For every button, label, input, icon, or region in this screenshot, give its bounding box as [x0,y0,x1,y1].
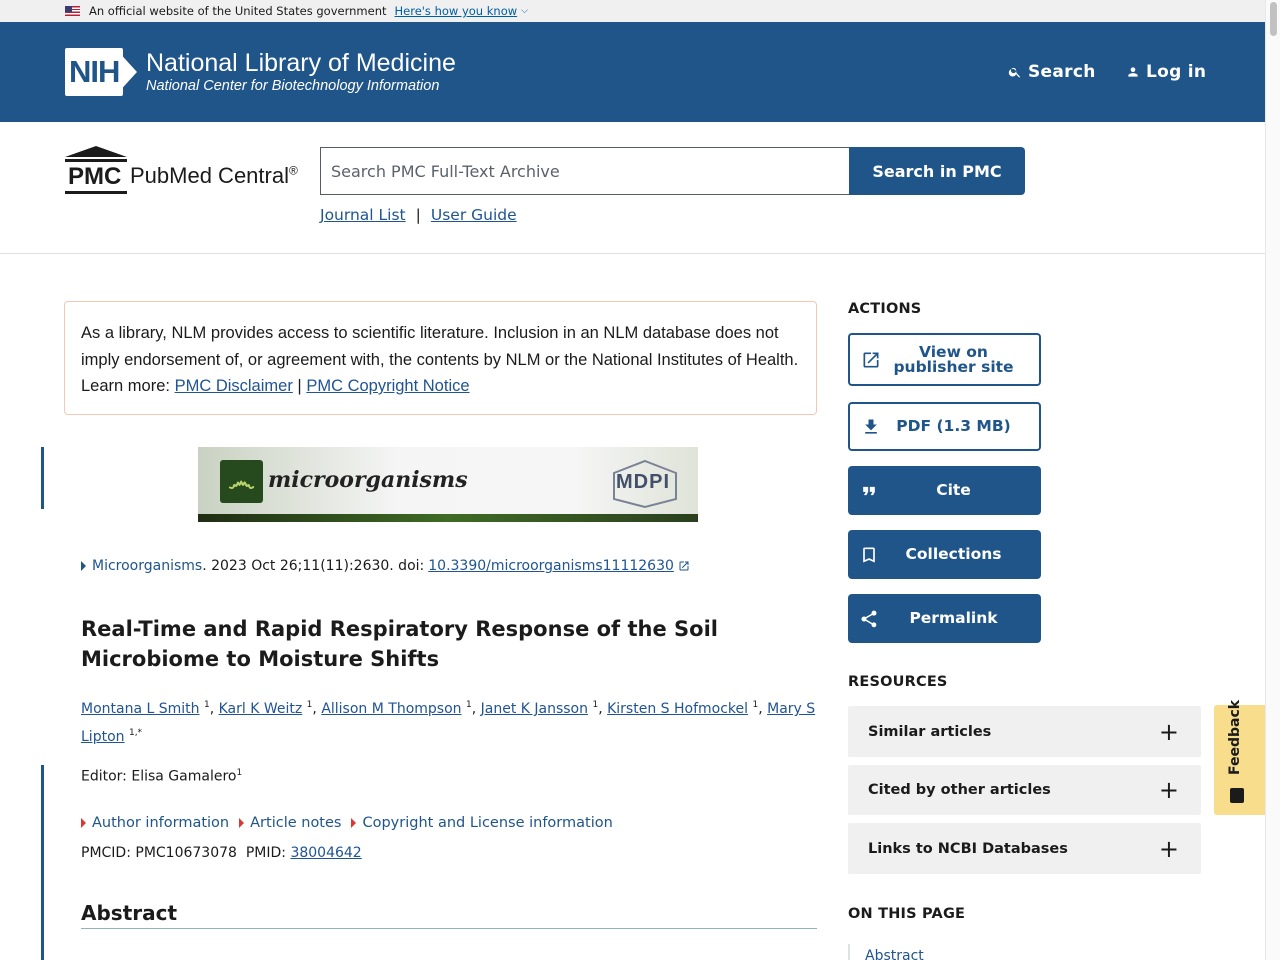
nih-header [0,22,1265,122]
search-icon [1008,65,1022,79]
article-ids [81,845,362,861]
header-search-button[interactable] [1008,62,1096,82]
on-this-page-abstract-link[interactable]: Abstract [865,948,924,960]
abstract-heading: Abstract [81,901,817,929]
scrollbar-thumb[interactable] [1270,2,1277,36]
article-title: Real-Time and Rapid Respiratory Response of the Soil Microbiome to Moisture Shifts [81,617,718,671]
permalink-label: Permalink [909,609,998,627]
collections-label: Collections [905,545,1002,563]
download-icon [861,417,881,437]
journal-name-toggle[interactable]: Microorganisms [92,558,203,574]
ncbi-links-label: Links to NCBI Databases [868,840,1068,857]
login-button[interactable] [1126,62,1206,82]
collections-button[interactable] [848,530,1041,579]
author-affiliation[interactable]: 1 [592,700,599,710]
learn-more-label: Learn more: [81,377,170,395]
cite-label: Cite [936,481,971,499]
nih-logo-text: NIH [69,54,120,89]
nih-logo[interactable] [65,48,138,96]
login-label: Log in [1146,62,1207,82]
pmc-logo-letters: PMC [68,163,122,190]
feedback-label: Feedback [1227,699,1243,775]
user-icon [1126,65,1140,79]
search-in-pmc-button[interactable]: Search in PMC [849,147,1025,195]
author-affiliation[interactable]: 1 [752,700,759,710]
editor-line: Editor: Elisa Gamalero$^1$ [81,768,243,785]
copyright-license-toggle[interactable]: Copyright and License information [351,815,612,831]
header-search-label: Search [1028,62,1096,82]
author-information-toggle[interactable]: Author information [81,815,229,831]
gov-banner-text: An official website of the United States government [89,4,387,18]
expand-triangle-icon[interactable] [81,561,86,571]
pmid-label: PMID: [245,845,286,861]
ncbi-links-accordion[interactable] [848,823,1201,874]
author-link[interactable]: Karl K Weitz [218,701,303,717]
pmc-nav-links [320,206,517,224]
flag-icon [65,6,80,16]
view-on-publisher-label: View on publisher site [893,342,1014,376]
pmc-logo[interactable] [65,146,298,194]
author-link[interactable]: Montana L Smith [81,701,200,717]
quote-icon [859,481,879,501]
author-affiliation[interactable]: 1 [465,700,472,710]
share-icon [859,609,879,629]
feedback-tab[interactable] [1214,699,1266,815]
citation-details: . 2023 Oct 26;11(11):2630. doi: [202,558,425,574]
similar-articles-accordion[interactable] [848,706,1201,757]
content-left-rule [41,447,44,960]
author-link[interactable]: Allison M Thompson [321,701,462,717]
article-notes-toggle[interactable]: Article notes [239,815,341,831]
journal-emblem-icon: ෴ [220,460,263,503]
doi-link[interactable]: 10.3390/microorganisms11112630 [428,558,674,574]
how-you-know-link[interactable]: Here's how you know [394,4,518,18]
journal-banner[interactable] [198,447,698,522]
author-link[interactable]: Mary S Lipton [81,701,816,745]
external-link-icon [861,350,881,370]
pmc-logo-name: PubMed Central® [130,163,298,188]
pdf-download-button[interactable] [848,402,1041,451]
author-list: Montana L Smith $^1$, Karl K Weitz $^1$, Allison M Thompson $^1$, Janet K Jansson $^1$, Kirsten S Hofmockel $^1$, Mary S Lipton $^{1,*}$ [81,700,816,745]
cited-by-accordion[interactable] [848,765,1201,815]
gov-banner [0,0,1265,22]
permalink-button[interactable] [848,594,1041,643]
pmid-link[interactable]: 38004642 [290,845,362,861]
plus-icon: + [1158,776,1179,804]
mdpi-logo [610,459,680,509]
cite-button[interactable] [848,466,1041,515]
disclaimer-sep: | [297,377,302,395]
mdpi-logo-text: MDPI [616,471,670,493]
pmc-disclaimer-link[interactable]: PMC Disclaimer [174,377,293,395]
on-this-page-rule [848,944,850,960]
plus-icon: + [1158,717,1179,746]
cited-by-label: Cited by other articles [868,782,1051,798]
pmc-header [0,122,1265,254]
view-on-publisher-button[interactable] [848,333,1041,386]
author-link[interactable]: Kirsten S Hofmockel [607,701,749,717]
pmc-copyright-link[interactable]: PMC Copyright Notice [306,377,470,395]
author-affiliation[interactable]: 1 [306,700,313,710]
article-info-links [81,815,613,831]
pmcid: PMCID: PMC10673078 [81,845,237,861]
disclaimer-text: As a library, NLM provides access to scientific literature. Inclusion in an NLM database does not imply endorsement of, or agreement with, the contents by NLM or the National Institutes of Health. [81,324,799,369]
page-scrollbar[interactable] [1265,0,1280,960]
nlm-title[interactable]: National Library of Medicine [146,49,456,77]
bookmark-icon [859,545,879,565]
actions-heading: ACTIONS [848,301,922,317]
author-affiliation[interactable]: 1,* [128,728,143,738]
author-link[interactable]: Janet K Jansson [480,701,588,717]
ncbi-subtitle: National Center for Biotechnology Information [146,78,440,94]
plus-icon: + [1158,834,1179,863]
chevron-down-icon[interactable]: ⌵ [521,6,528,16]
similar-articles-label: Similar articles [868,723,992,740]
pdf-label: PDF (1.3 MB) [896,417,1011,435]
resources-heading: RESOURCES [848,674,948,690]
journal-list-link[interactable]: Journal List [320,206,406,224]
citation-line [81,558,690,574]
user-guide-link[interactable]: User Guide [430,206,517,224]
link-separator: | [415,206,421,224]
on-this-page-heading: ON THIS PAGE [848,906,966,922]
pmc-search-input[interactable] [320,147,850,195]
pmc-building-icon [65,146,127,194]
external-link-icon [678,560,690,572]
journal-banner-title: microorganisms [268,467,468,493]
feedback-icon [1230,788,1244,803]
nlm-disclaimer [64,301,817,415]
author-affiliation[interactable]: 1 [203,700,210,710]
